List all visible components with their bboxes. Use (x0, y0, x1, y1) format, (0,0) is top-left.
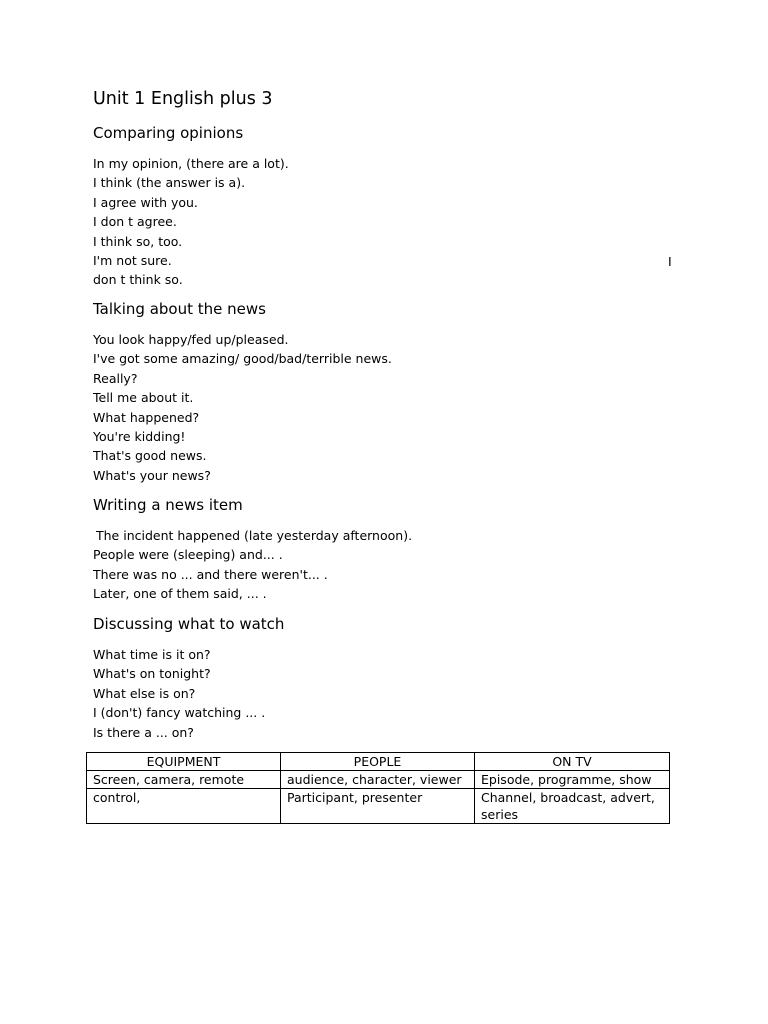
text-line: That's good news. (93, 448, 207, 464)
table-header-row (87, 753, 670, 771)
text-line: I think (the answer is a). (93, 175, 246, 191)
table-cell: Screen, camera, remote (87, 771, 281, 789)
text-line: Later, one of them said, ... . (93, 586, 267, 602)
table-header-equipment: EQUIPMENT (87, 753, 281, 771)
text-line: I'm not sure. (93, 252, 172, 268)
table-row (87, 789, 670, 824)
section-heading-writing-news-item: Writing a news item (93, 496, 243, 514)
text-line: You look happy/fed up/pleased. (93, 332, 289, 347)
section-lines-writing-news-item (93, 526, 412, 604)
vocabulary-table (86, 752, 670, 824)
table-header-people: PEOPLE (281, 753, 475, 771)
text-line: I (don't) fancy watching ... . (93, 705, 266, 721)
section-lines-comparing-opinions (93, 154, 289, 290)
text-line: Really? (93, 370, 138, 386)
section-heading-comparing-opinions: Comparing opinions (93, 124, 244, 142)
section-heading-talking-about-news: Talking about the news (93, 300, 266, 318)
table-header-on-tv: ON TV (475, 753, 670, 771)
text-line: There was no ... and there weren't... . (93, 566, 328, 582)
text-line: I don t agree. (93, 214, 177, 230)
text-line: don t think so. (93, 272, 183, 288)
table-cell: Episode, programme, show (475, 771, 670, 789)
text-line: The incident happened (late yesterday afternoon). (96, 528, 413, 543)
text-line: In my opinion, (there are a lot). (93, 156, 289, 171)
text-line: I've got some amazing/ good/bad/terrible news. (93, 351, 392, 367)
text-line: I agree with you. (93, 194, 198, 210)
page-title: Unit 1 English plus 3 (93, 89, 273, 109)
section-lines-discussing-what-to-watch (93, 645, 265, 742)
table-row (87, 771, 670, 789)
text-line: What else is on? (93, 685, 196, 701)
section-heading-discussing-what-to-watch: Discussing what to watch (93, 615, 285, 633)
text-line: Tell me about it. (93, 390, 194, 406)
text-line: Is there a ... on? (93, 724, 194, 740)
text-line: People were (sleeping) and... . (93, 547, 283, 563)
text-line: What time is it on? (93, 647, 211, 662)
text-line: What's your news? (93, 467, 211, 483)
text-line: What happened? (93, 409, 200, 425)
text-line: I think so, too. (93, 233, 183, 249)
section-lines-talking-about-news (93, 330, 392, 485)
stray-text: I (668, 254, 672, 269)
table-cell: Participant, presenter (281, 789, 475, 824)
table-cell: audience, character, viewer (281, 771, 475, 789)
text-line: You're kidding! (93, 428, 186, 444)
table-cell: Channel, broadcast, advert, series (475, 789, 670, 824)
table-cell: control, (87, 789, 281, 824)
text-line: What's on tonight? (93, 666, 211, 682)
